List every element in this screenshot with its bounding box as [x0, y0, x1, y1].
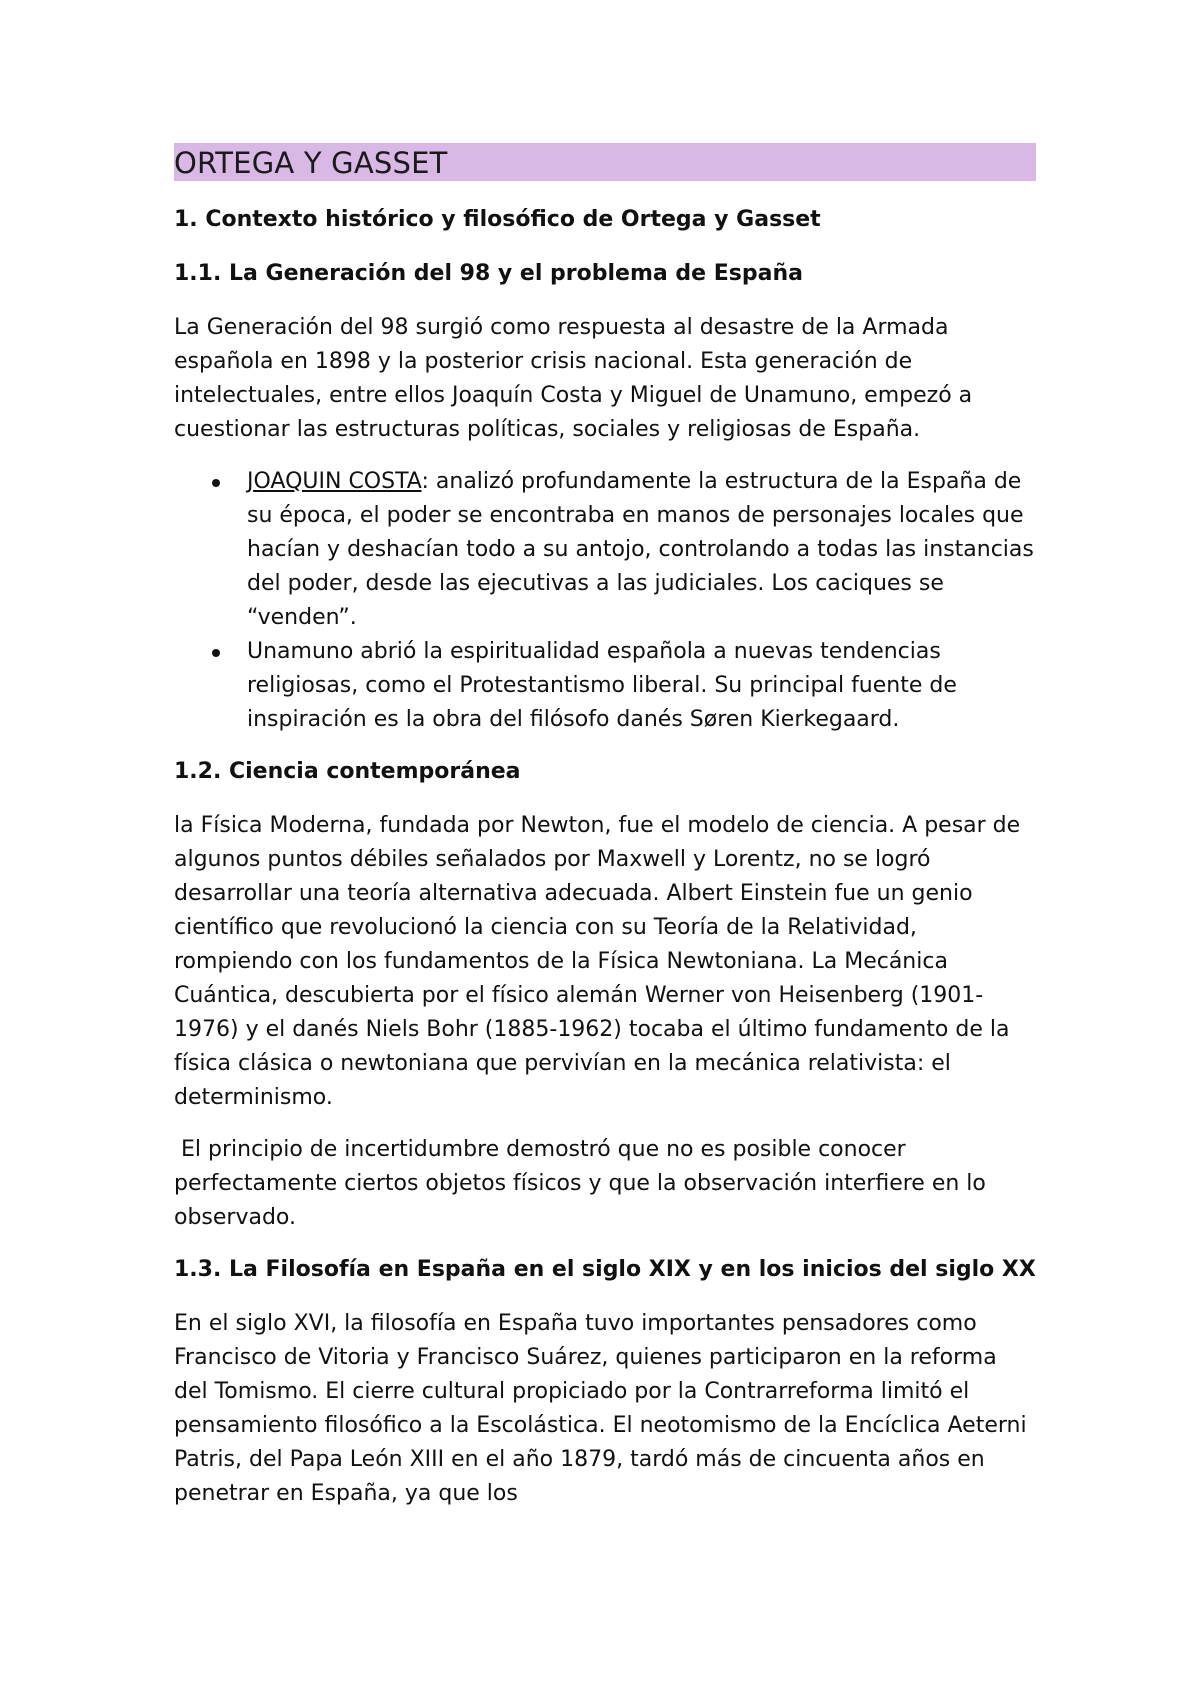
document-page	[174, 143, 1036, 1529]
section-1-1-paragraph: La Generación del 98 surgió como respuesta al desastre de la Armada española en 1898 y la posterior crisis nacional. Esta generación de intelectuales, entre ellos Joaquín Costa y Miguel de Unamuno, empezó a cuestionar las estructuras políticas, sociales y religiosas de España.	[174, 315, 973, 442]
bullet-lead: JOAQUIN COSTA	[247, 469, 422, 494]
section-1-3-heading: 1.3. La Filosofía en España en el siglo XIX y en los inicios del siglo XX	[174, 1257, 1036, 1282]
section-1-2-paragraph-2: El principio de incertidumbre demostró que no es posible conocer perfectamente ciertos objetos físicos y que la observación interfiere en lo observado.	[174, 1137, 993, 1230]
section-1-2-paragraph-1: la Física Moderna, fundada por Newton, fue el modelo de ciencia. A pesar de algunos puntos débiles señalados por Maxwell y Lorentz, no se logró desarrollar una teoría alternativa adecuada. Albert Einstein fue un genio científico que revolucionó la ciencia con su Teoría de la Relatividad, rompiendo con los fundamentos de la Física Newtoniana. La Mecánica Cuántica, descubierta por el físico alemán Werner von Heisenberg (1901-1976) y el danés Niels Bohr (1885-1962) tocaba el último fundamento de la física clásica o newtoniana que pervivían en la mecánica relativista: el determinismo.	[174, 813, 1021, 1110]
bullet-list	[174, 465, 1036, 737]
list-item	[174, 465, 1036, 635]
list-item	[174, 635, 1036, 737]
bullet-text: : analizó profundamente la estructura de la España de su época, el poder se encontraba en manos de personajes locales que hacían y deshacían todo a su antojo, controlando a todas las instancias del poder, desde las ejecutivas a las judiciales. Los caciques se “venden”.	[247, 469, 1034, 630]
document-title: ORTEGA Y GASSET	[174, 143, 1036, 181]
section-1-1-heading: 1.1. La Generación del 98 y el problema de España	[174, 261, 803, 286]
section-1-3-paragraph: En el siglo XVI, la filosofía en España tuvo importantes pensadores como Francisco de Vitoria y Francisco Suárez, quienes participaron en la reforma del Tomismo. El cierre cultural propiciado por la Contrarreforma limitó el pensamiento filosófico a la Escolástica. El neotomismo de la Encíclica Aeterni Patris, del Papa León XIII en el año 1879, tardó más de cincuenta años en penetrar en España, ya que los	[174, 1311, 1027, 1506]
section-1-2-heading: 1.2. Ciencia contemporánea	[174, 759, 521, 784]
bullet-icon	[212, 479, 220, 487]
bullet-text: Unamuno abrió la espiritualidad española a nuevas tendencias religiosas, como el Protestantismo liberal. Su principal fuente de inspiración es la obra del filósofo danés Søren Kierkegaard.	[247, 639, 957, 732]
bullet-icon	[212, 649, 220, 657]
section-1-heading: 1. Contexto histórico y filosófico de Ortega y Gasset	[174, 207, 821, 232]
